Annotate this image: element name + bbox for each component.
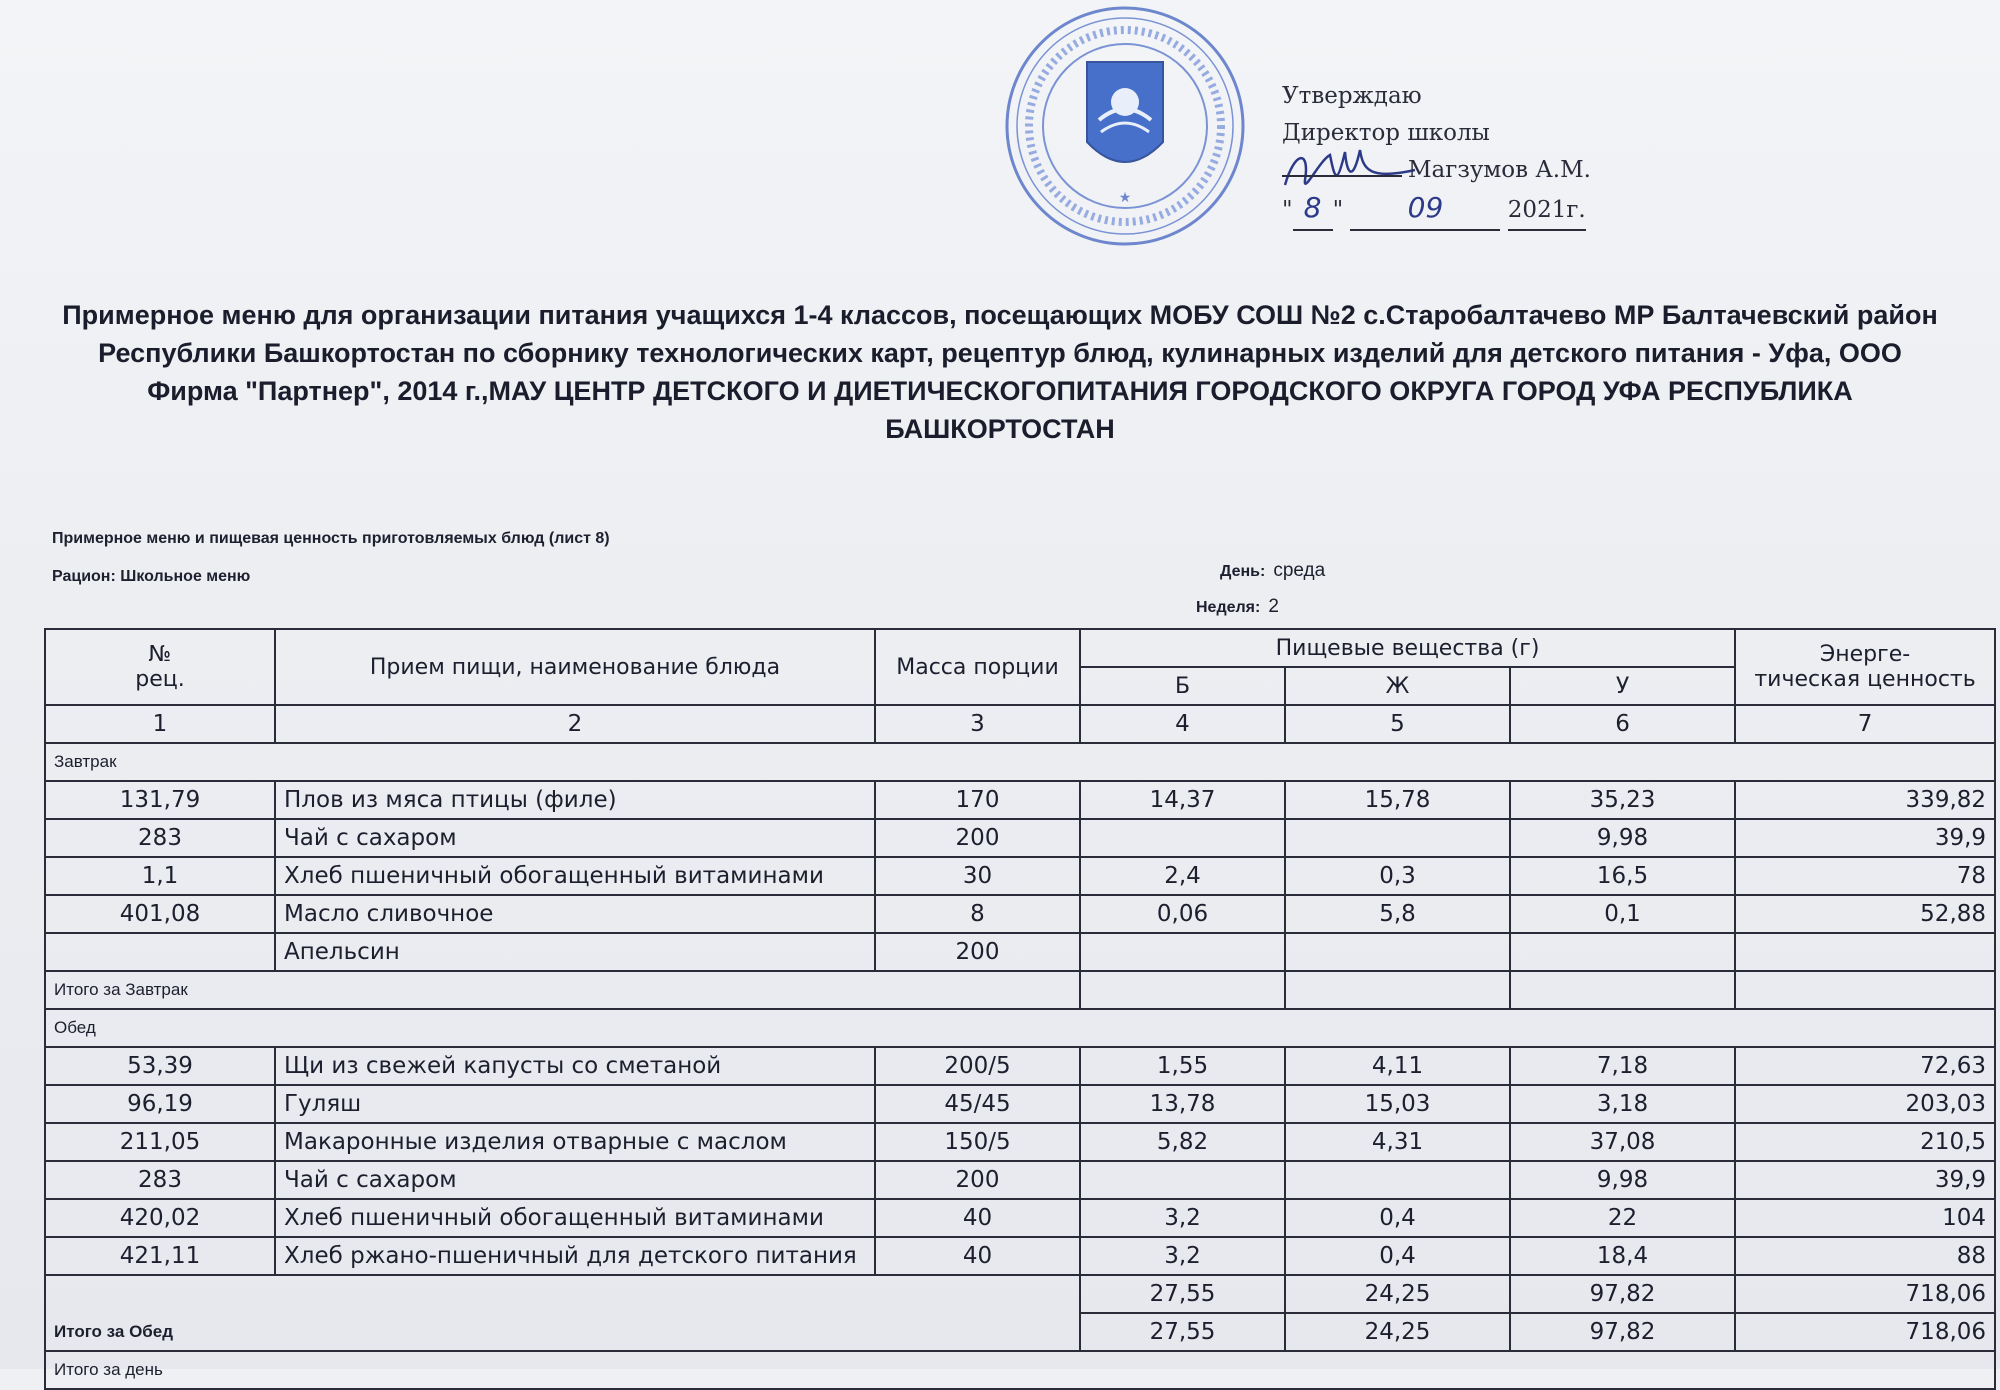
portion-mass: 40 (875, 1199, 1080, 1237)
energy-value: 52,88 (1735, 895, 1995, 933)
protein-value: 3,2 (1080, 1237, 1285, 1275)
carb-value: 7,18 (1510, 1047, 1735, 1085)
table-row (45, 857, 1995, 895)
table-row (45, 1123, 1995, 1161)
energy-value: 72,63 (1735, 1047, 1995, 1085)
carb-value: 37,08 (1510, 1123, 1735, 1161)
portion-mass: 200/5 (875, 1047, 1080, 1085)
section-breakfast: Завтрак (45, 743, 1995, 781)
table-row (45, 1047, 1995, 1085)
table-row (45, 1085, 1995, 1123)
col-header-no: № рец. (45, 629, 275, 705)
carb-value: 9,98 (1510, 819, 1735, 857)
portion-mass: 150/5 (875, 1123, 1080, 1161)
dish-name: Плов из мяса птицы (филе) (275, 781, 875, 819)
col-header-nutrients: Пищевые вещества (г) (1080, 629, 1735, 667)
col-header-mass: Масса порции (875, 629, 1080, 705)
dish-name: Хлеб пшеничный обогащенный витаминами (275, 1199, 875, 1237)
menu-table (44, 628, 1996, 1390)
dish-name: Масло сливочное (275, 895, 875, 933)
day: День: среда (1220, 560, 1326, 581)
table-row (45, 1237, 1995, 1275)
recipe-number: 283 (45, 1161, 275, 1199)
energy-value: 203,03 (1735, 1085, 1995, 1123)
col-header-zh: Ж (1285, 667, 1510, 705)
table-row (45, 819, 1995, 857)
dish-name: Макаронные изделия отварные с маслом (275, 1123, 875, 1161)
recipe-number (45, 933, 275, 971)
fat-value: 0,4 (1285, 1237, 1510, 1275)
round-stamp-icon (995, 2, 1255, 252)
ration: Рацион: Школьное меню (52, 568, 251, 585)
recipe-number: 420,02 (45, 1199, 275, 1237)
recipe-number: 283 (45, 819, 275, 857)
recipe-number: 53,39 (45, 1047, 275, 1085)
recipe-number: 401,08 (45, 895, 275, 933)
protein-value: 2,4 (1080, 857, 1285, 895)
carb-value: 0,1 (1510, 895, 1735, 933)
recipe-number: 1,1 (45, 857, 275, 895)
portion-mass: 8 (875, 895, 1080, 933)
carb-value: 9,98 (1510, 1161, 1735, 1199)
week: Неделя: 2 (1196, 596, 1279, 617)
fat-value: 0,3 (1285, 857, 1510, 895)
protein-value: 0,06 (1080, 895, 1285, 933)
lunch-rows (45, 1047, 1995, 1275)
approval-position: Директор школы (1282, 120, 1490, 146)
portion-mass: 200 (875, 1161, 1080, 1199)
fat-value: 4,11 (1285, 1047, 1510, 1085)
section-lunch: Обед (45, 1009, 1995, 1047)
subtitle: Примерное меню и пищевая ценность приготовляемых блюд (лист 8) (52, 530, 610, 547)
col-header-u: У (1510, 667, 1735, 705)
table-row (45, 895, 1995, 933)
carb-value: 16,5 (1510, 857, 1735, 895)
dish-name: Хлеб ржано-пшеничный для детского питания (275, 1237, 875, 1275)
energy-value: 104 (1735, 1199, 1995, 1237)
table-row (45, 1199, 1995, 1237)
protein-value (1080, 1161, 1285, 1199)
carb-value: 18,4 (1510, 1237, 1735, 1275)
portion-mass: 200 (875, 819, 1080, 857)
table-row (45, 933, 1995, 971)
carb-value: 35,23 (1510, 781, 1735, 819)
header-row (45, 629, 1995, 667)
lunch-total-row: Итого за Обед 27,55 24,25 97,82 718,06 (45, 1313, 1995, 1351)
dish-name: Апельсин (275, 933, 875, 971)
col-header-b: Б (1080, 667, 1285, 705)
energy-value: 78 (1735, 857, 1995, 895)
fat-value: 4,31 (1285, 1123, 1510, 1161)
protein-value: 14,37 (1080, 781, 1285, 819)
approval-date: " 8 " 09 2021г. (1282, 189, 1591, 231)
dish-name: Хлеб пшеничный обогащенный витаминами (275, 857, 875, 895)
recipe-number: 421,11 (45, 1237, 275, 1275)
dish-name: Гуляш (275, 1085, 875, 1123)
carb-value: 3,18 (1510, 1085, 1735, 1123)
protein-value: 5,82 (1080, 1123, 1285, 1161)
portion-mass: 30 (875, 857, 1080, 895)
protein-value (1080, 933, 1285, 971)
fat-value: 15,78 (1285, 781, 1510, 819)
dish-name: Чай с сахаром (275, 1161, 875, 1199)
col-header-name: Прием пищи, наименование блюда (275, 629, 875, 705)
portion-mass: 200 (875, 933, 1080, 971)
protein-value: 13,78 (1080, 1085, 1285, 1123)
carb-value (1510, 933, 1735, 971)
protein-value (1080, 819, 1285, 857)
lunch-subtotal-row: 27,55 24,25 97,82 718,06 (45, 1275, 1995, 1313)
approval-director: Магзумов А.М. (1408, 157, 1591, 183)
portion-mass: 45/45 (875, 1085, 1080, 1123)
approval-block (1282, 78, 1591, 231)
portion-mass: 40 (875, 1237, 1080, 1275)
table-row (45, 1161, 1995, 1199)
dish-name: Щи из свежей капусты со сметаной (275, 1047, 875, 1085)
energy-value: 39,9 (1735, 1161, 1995, 1199)
protein-value: 1,55 (1080, 1047, 1285, 1085)
recipe-number: 131,79 (45, 781, 275, 819)
energy-value (1735, 933, 1995, 971)
protein-value: 3,2 (1080, 1199, 1285, 1237)
table-row (45, 781, 1995, 819)
breakfast-total-row: Итого за Завтрак (45, 971, 1995, 1009)
carb-value: 22 (1510, 1199, 1735, 1237)
energy-value: 88 (1735, 1237, 1995, 1275)
recipe-number: 211,05 (45, 1123, 275, 1161)
fat-value (1285, 933, 1510, 971)
page-title: Примерное меню для организации питания учащихся 1-4 классов, посещающих МОБУ СОШ №2 с.Старобалтачево МР Балтачевский район Республики Башкортостан по сборнику технологических карт, рецептур блюд, кулинарных изделий для детского питания - Уфа, ООО Фирма "Партнер", 2014 г.,МАУ ЦЕНТР ДЕТСКОГО И ДИЕТИЧЕСКОГОПИТАНИЯ ГОРОДСКОГО ОКРУГА ГОРОД УФА РЕСПУБЛИКА БАШКОРТОСТАН (62, 300, 1938, 444)
col-number-row: 1 2 3 4 5 6 7 (45, 705, 1995, 743)
fat-value: 15,03 (1285, 1085, 1510, 1123)
energy-value: 339,82 (1735, 781, 1995, 819)
breakfast-rows (45, 781, 1995, 971)
col-header-energy: Энерге- тическая ценность (1735, 629, 1995, 705)
fat-value (1285, 819, 1510, 857)
approval-title: Утверждаю (1282, 83, 1422, 109)
fat-value (1285, 1161, 1510, 1199)
energy-value: 210,5 (1735, 1123, 1995, 1161)
fat-value: 5,8 (1285, 895, 1510, 933)
day-total-row: Итого за день (45, 1351, 1995, 1389)
energy-value: 39,9 (1735, 819, 1995, 857)
dish-name: Чай с сахаром (275, 819, 875, 857)
recipe-number: 96,19 (45, 1085, 275, 1123)
portion-mass: 170 (875, 781, 1080, 819)
svg-text:★: ★ (1118, 190, 1132, 206)
fat-value: 0,4 (1285, 1199, 1510, 1237)
